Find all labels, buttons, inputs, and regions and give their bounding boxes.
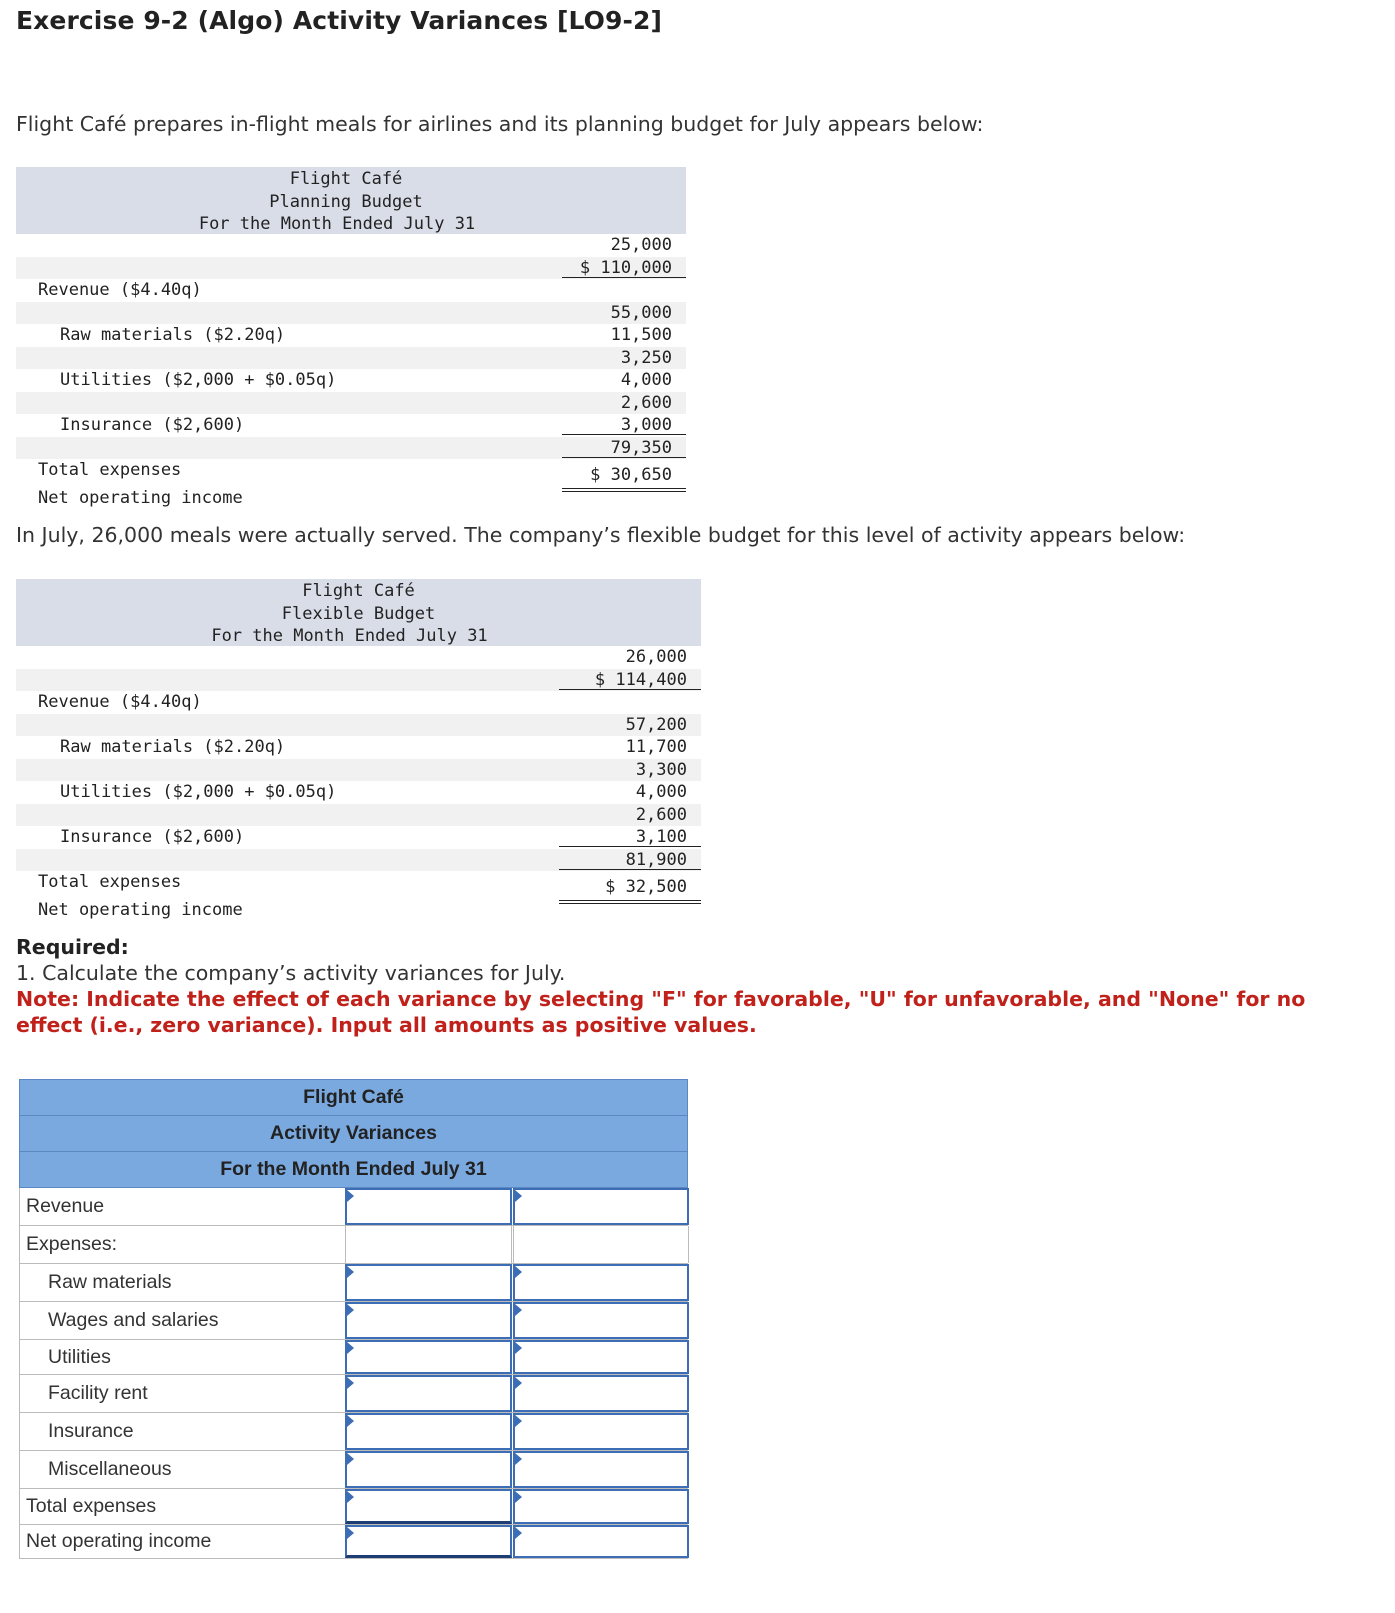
planning-row-facility: 4,000 <box>620 370 672 390</box>
facility-variance-input[interactable] <box>345 1375 512 1412</box>
dropdown-marker-icon <box>515 1453 522 1465</box>
dropdown-marker-icon <box>515 1190 522 1202</box>
page-title: Exercise 9-2 (Algo) Activity Variances [LO9-2] <box>16 6 663 35</box>
dropdown-marker-icon <box>515 1527 522 1539</box>
planning-statement: Planning Budget <box>269 191 423 212</box>
planning-company: Flight Café <box>289 169 403 189</box>
utilities-effect-select[interactable] <box>513 1340 689 1374</box>
misc-variance-input[interactable] <box>345 1451 512 1488</box>
insurance-variance-input[interactable] <box>345 1413 512 1450</box>
planning-header <box>16 167 686 234</box>
noi-variance-input[interactable] <box>345 1525 512 1558</box>
flexible-row-wages: 11,700 <box>625 737 687 757</box>
required-heading: Required: <box>16 935 129 959</box>
dropdown-marker-icon <box>347 1377 354 1389</box>
planning-row-total: Total expenses 79,350 <box>16 437 686 460</box>
flexible-period: For the Month Ended July 31 <box>211 626 488 646</box>
flexible-intro-text: In July, 26,000 meals were actually served. The company’s flexible budget for this level of activity appears below: <box>16 523 1186 547</box>
dropdown-marker-icon <box>347 1304 354 1316</box>
flexible-row-total: Total expenses 81,900 <box>16 849 701 872</box>
dropdown-marker-icon <box>515 1342 522 1354</box>
answer-row-utilities: Utilities <box>19 1340 688 1375</box>
dropdown-marker-icon <box>347 1266 354 1278</box>
revenue-variance-input[interactable] <box>345 1188 512 1225</box>
dropdown-marker-icon <box>515 1491 522 1503</box>
expenses-blank-cell <box>513 1226 689 1263</box>
intro-text: Flight Café prepares in-flight meals for airlines and its planning budget for July appears below: <box>16 112 984 136</box>
utilities-variance-input[interactable] <box>345 1340 512 1374</box>
activity-variances-table <box>19 1079 688 1559</box>
answer-row-raw-materials: Raw materials <box>19 1264 688 1302</box>
flexible-header <box>16 579 701 646</box>
answer-row-expenses: Expenses: <box>19 1226 688 1264</box>
total-expenses-effect-select[interactable] <box>513 1489 689 1524</box>
answer-row-revenue: Revenue <box>19 1188 688 1226</box>
required-item-1: 1. Calculate the company’s activity variances for July. <box>16 961 566 985</box>
planning-row-meals: 25,000 <box>610 235 672 255</box>
answer-row-noi: Net operating income <box>19 1525 688 1559</box>
flexible-row-expenses <box>16 691 701 714</box>
answer-row-wages: Wages and salaries <box>19 1302 688 1340</box>
dropdown-marker-icon <box>347 1453 354 1465</box>
flexible-row-utilities: Utilities ($2,000 + $0.05q) 3,300 <box>16 759 701 782</box>
dropdown-marker-icon <box>515 1415 522 1427</box>
misc-effect-select[interactable] <box>513 1451 689 1488</box>
facility-effect-select[interactable] <box>513 1375 689 1412</box>
flexible-budget-table <box>16 579 701 920</box>
planning-row-noi: Net operating income $ 30,650 <box>16 464 686 487</box>
raw-materials-variance-input[interactable] <box>345 1264 512 1301</box>
flexible-row-insurance: Insurance ($2,600) 2,600 <box>16 804 701 827</box>
wages-variance-input[interactable] <box>345 1302 512 1339</box>
dropdown-marker-icon <box>347 1415 354 1427</box>
answer-header-statement: Activity Variances <box>19 1115 688 1151</box>
planning-row-insurance: Insurance ($2,600) 2,600 <box>16 392 686 415</box>
revenue-effect-select[interactable] <box>513 1188 689 1225</box>
answer-row-facility: Facility rent <box>19 1375 688 1413</box>
wages-effect-select[interactable] <box>513 1302 689 1339</box>
answer-row-total: Total expenses <box>19 1489 688 1525</box>
dropdown-marker-icon <box>515 1377 522 1389</box>
dropdown-marker-icon <box>347 1342 354 1354</box>
dropdown-marker-icon <box>515 1266 522 1278</box>
planning-row-revenue: Revenue ($4.40q) $ 110,000 <box>16 257 686 280</box>
total-expenses-variance-input[interactable] <box>345 1489 512 1524</box>
answer-row-misc: Miscellaneous <box>19 1451 688 1489</box>
answer-header-company: Flight Café <box>19 1079 688 1115</box>
planning-row-expenses <box>16 279 686 302</box>
required-note: Note: Indicate the effect of each variance by selecting "F" for favorable, "U" for unfavorable, and "None" for no effect (i.e., zero variance). Input all amounts as positive values. <box>16 987 1306 1037</box>
flexible-row-meals: 26,000 <box>625 647 687 667</box>
planning-budget-table <box>16 167 686 508</box>
answer-header-period: For the Month Ended July 31 <box>19 1151 688 1188</box>
required-section <box>16 934 1356 1038</box>
planning-row-misc: 3,000 <box>16 414 686 437</box>
dropdown-marker-icon <box>347 1527 354 1539</box>
planning-period: For the Month Ended July 31 <box>198 214 476 234</box>
planning-row-wages: 11,500 <box>610 325 672 345</box>
dropdown-marker-icon <box>347 1491 354 1503</box>
flexible-row-facility: 4,000 <box>635 782 687 802</box>
dropdown-marker-icon <box>347 1190 354 1202</box>
flexible-statement: Flexible Budget <box>281 603 436 624</box>
flexible-row-revenue: Revenue ($4.40q) $ 114,400 <box>16 669 701 692</box>
flexible-row-noi: Net operating income $ 32,500 <box>16 876 701 899</box>
insurance-effect-select[interactable] <box>513 1413 689 1450</box>
flexible-row-raw: Raw materials ($2.20q) 57,200 <box>16 714 701 737</box>
planning-row-utilities: Utilities ($2,000 + $0.05q) 3,250 <box>16 347 686 370</box>
flexible-row-misc: 3,100 <box>16 826 701 849</box>
raw-materials-effect-select[interactable] <box>513 1264 689 1301</box>
noi-effect-select[interactable] <box>513 1525 689 1558</box>
flexible-company: Flight Café <box>302 581 415 601</box>
expenses-blank-cell <box>345 1226 512 1263</box>
planning-row-raw: Raw materials ($2.20q) 55,000 <box>16 302 686 325</box>
dropdown-marker-icon <box>515 1304 522 1316</box>
answer-row-insurance: Insurance <box>19 1413 688 1451</box>
